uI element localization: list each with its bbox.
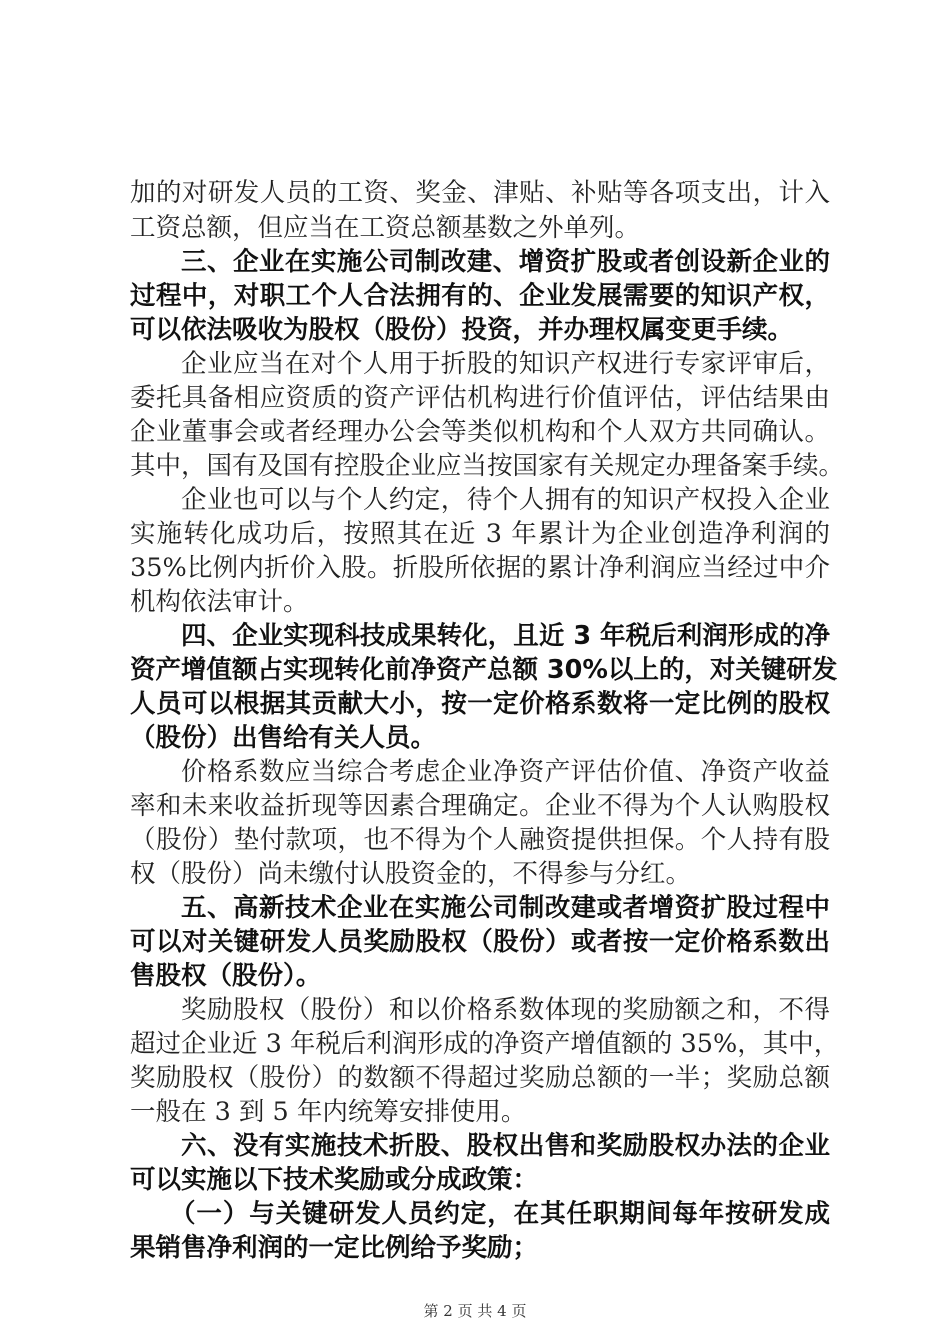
body-text-line: 加的对研发人员的工资、奖金、津贴、补贴等各项支出，计入	[130, 178, 830, 208]
section-heading-3: 三、企业在实施公司制改建、增资扩股或者创设新企业的	[181, 247, 830, 277]
body-text-line: 奖励股权（股份）的数额不得超过奖励总额的一半；奖励总额	[130, 1063, 830, 1093]
section-heading-5: 五、高新技术企业在实施公司制改建或者增资扩股过程中	[181, 893, 830, 923]
body-text-line: 工资总额，但应当在工资总额基数之外单列。	[130, 213, 641, 243]
list-item-1: 果销售净利润的一定比例给予奖励；	[130, 1233, 539, 1263]
body-text-line: 机构依法审计。	[130, 587, 309, 617]
section-heading-5: 可以对关键研发人员奖励股权（股份）或者按一定价格系数出	[130, 927, 830, 957]
body-text-line: 价格系数应当综合考虑企业净资产评估价值、净资产收益	[181, 757, 830, 787]
section-heading-6: 可以实施以下技术奖励或分成政策：	[130, 1165, 539, 1195]
section-heading-5: 售股权（股份）。	[130, 961, 322, 991]
body-text-line: （股份）垫付款项，也不得为个人融资提供担保。个人持有股	[130, 825, 830, 855]
body-text-line: 一般在 3 到 5 年内统筹安排使用。	[130, 1097, 527, 1127]
body-text-line: 35%比例内折价入股。折股所依据的累计净利润应当经过中介	[130, 553, 830, 583]
body-text-line: 实施转化成功后，按照其在近 3 年累计为企业创造净利润的	[130, 519, 830, 549]
body-text-line: 企业董事会或者经理办公会等类似机构和个人双方共同确认。	[130, 417, 830, 447]
section-heading-6: 六、没有实施技术折股、股权出售和奖励股权办法的企业	[181, 1131, 830, 1161]
body-text-line: 委托具备相应资质的资产评估机构进行价值评估，评估结果由	[130, 383, 830, 413]
section-heading-3: 过程中，对职工个人合法拥有的、企业发展需要的知识产权，	[130, 281, 830, 311]
body-text-line: 其中，国有及国有控股企业应当按国家有关规定办理备案手续。	[130, 451, 845, 481]
body-text-line: 超过企业近 3 年税后利润形成的净资产增值额的 35%，其中，	[130, 1029, 840, 1059]
body-text-line: 企业也可以与个人约定，待个人拥有的知识产权投入企业	[181, 485, 830, 515]
body-text-line: 奖励股权（股份）和以价格系数体现的奖励额之和，不得	[181, 995, 830, 1025]
body-text-line: 权（股份）尚未缴付认股资金的，不得参与分红。	[130, 859, 692, 889]
section-heading-4: 人员可以根据其贡献大小，按一定价格系数将一定比例的股权	[130, 689, 830, 719]
section-heading-3: 可以依法吸收为股权（股份）投资，并办理权属变更手续。	[130, 315, 794, 345]
section-heading-4: 资产增值额占实现转化前净资产总额 30%以上的，对关键研发	[130, 655, 838, 685]
list-item-1: （一）与关键研发人员约定，在其任职期间每年按研发成	[170, 1199, 830, 1229]
page-number: 第 2 页 共 4 页	[423, 1302, 527, 1320]
body-text-line: 企业应当在对个人用于折股的知识产权进行专家评审后，	[181, 349, 830, 379]
section-heading-4: （股份）出售给有关人员。	[130, 723, 437, 753]
body-text-line: 率和未来收益折现等因素合理确定。企业不得为个人认购股权	[130, 791, 830, 821]
section-heading-4: 四、企业实现科技成果转化，且近 3 年税后利润形成的净	[181, 621, 830, 651]
